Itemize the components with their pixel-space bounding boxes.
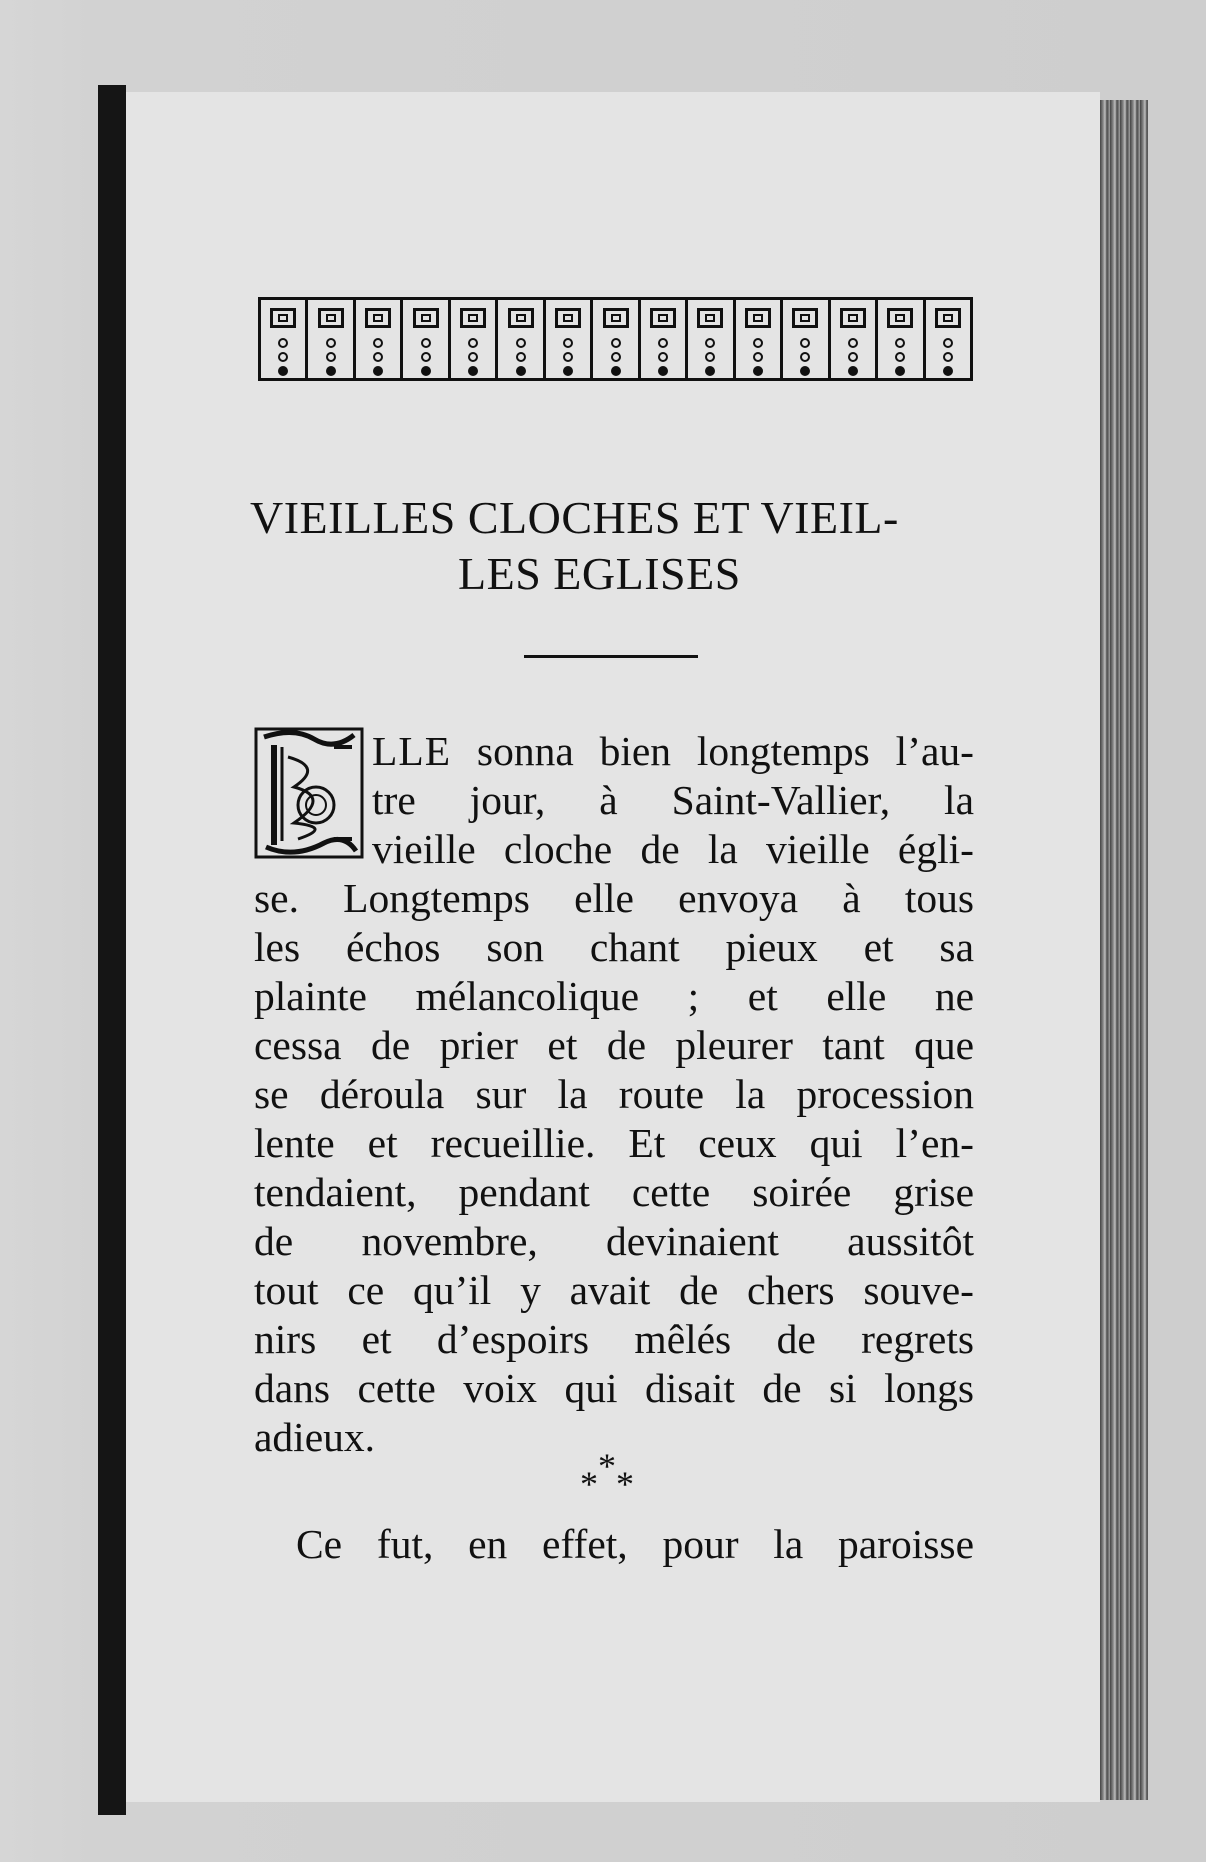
ornament-cell [638, 297, 688, 381]
page-edges [1100, 100, 1148, 1800]
ornament-cell [258, 297, 308, 381]
ornament-cell [923, 297, 973, 381]
first-word-rest: LLE [372, 728, 452, 774]
asterism-star: * [598, 1446, 616, 1486]
ornament-cell [733, 297, 783, 381]
text-line: tendaient, pendant cette soirée grise [254, 1169, 974, 1215]
text-line: tre jour, à Saint-Vallier, la [372, 777, 974, 823]
text-line: se. Longtemps elle envoya à tous [254, 875, 974, 921]
text-line: nirs et d’espoirs mêlés de regrets [254, 1316, 974, 1362]
text-line: adieux. [254, 1414, 375, 1460]
text-line: LLE sonna bien longtemps l’au- [372, 728, 974, 774]
asterism-star: * [580, 1464, 598, 1504]
ornament-cell [353, 297, 403, 381]
ornament-cell [828, 297, 878, 381]
book-gutter [98, 85, 126, 1815]
text-line: plainte mélancolique ; et elle ne [254, 973, 974, 1019]
ornament-cell [875, 297, 925, 381]
chapter-title-line-1: VIEILLES CLOCHES ET VIEIL- [250, 492, 899, 543]
text-line: les échos son chant pieux et sa [254, 924, 974, 970]
chapter-title [250, 490, 980, 602]
ornament-cell [780, 297, 830, 381]
ornament-cell [543, 297, 593, 381]
text-line: cessa de prier et de pleurer tant que [254, 1022, 974, 1068]
body-paragraph-1 [254, 727, 974, 1462]
text-line: tout ce qu’il y avait de chers souve- [254, 1267, 974, 1313]
body-paragraph-2: Ce fut, en effet, pour la paroisse [296, 1521, 974, 1567]
ornament-cell [305, 297, 355, 381]
text-line: se déroula sur la route la procession [254, 1071, 974, 1117]
ornament-cell [448, 297, 498, 381]
text-line: lente et recueillie. Et ceux qui l’en- [254, 1120, 974, 1166]
text-line: vieille cloche de la vieille égli- [372, 826, 974, 872]
chapter-title-line-2: LES EGLISES [458, 548, 741, 599]
header-ornament [258, 297, 970, 385]
ornament-cell [685, 297, 735, 381]
ornament-cell [400, 297, 450, 381]
title-rule [524, 655, 698, 658]
ornament-cell [495, 297, 545, 381]
ornament-cell [590, 297, 640, 381]
text-line: dans cette voix qui disait de si longs [254, 1365, 974, 1411]
asterism-star: * [616, 1464, 634, 1504]
asterism-separator [570, 1448, 650, 1508]
text-line: de novembre, devinaient aussitôt [254, 1218, 974, 1264]
